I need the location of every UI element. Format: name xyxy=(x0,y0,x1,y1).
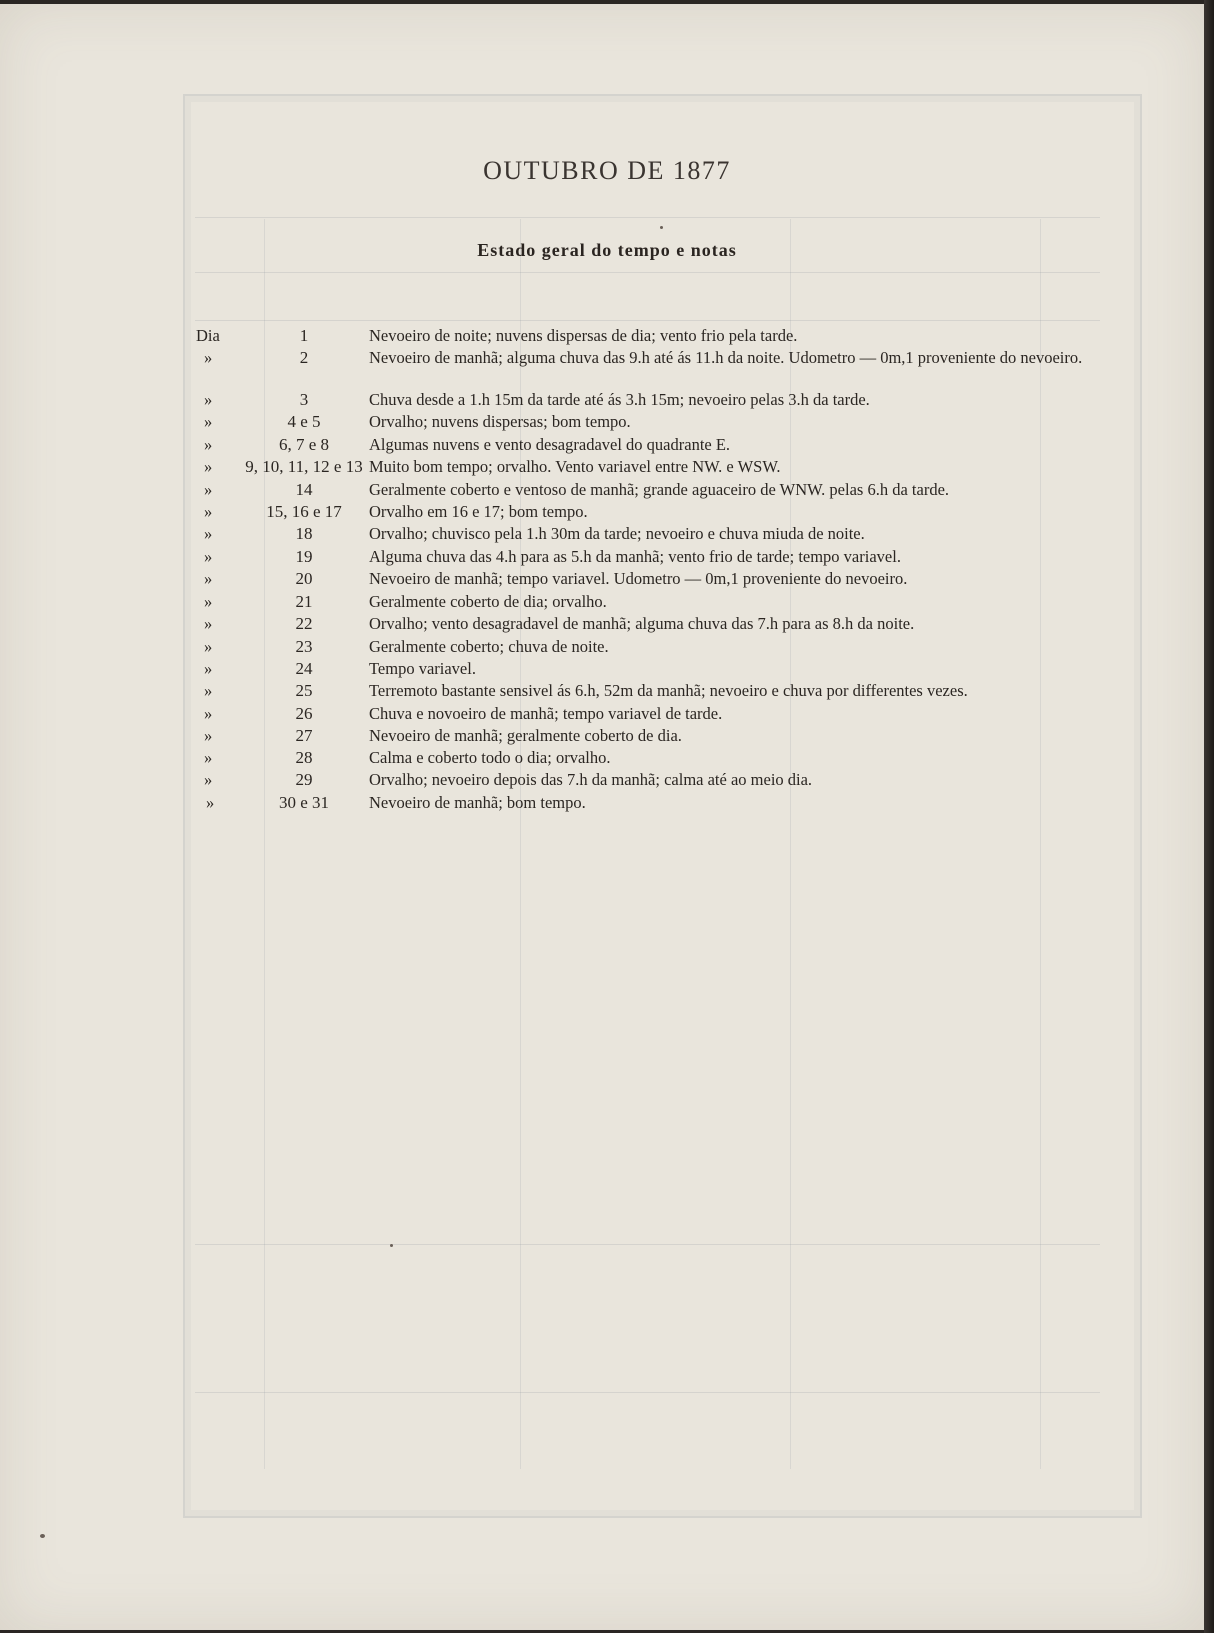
day-cell: 6, 7 e 8 xyxy=(278,435,330,454)
row-label: » xyxy=(204,659,213,678)
day-cell: 18 xyxy=(295,524,313,543)
note-cell: Calma e coberto todo o dia; orvalho. xyxy=(369,748,611,767)
note-cell: Orvalho em 16 e 17; bom tempo. xyxy=(369,502,588,521)
day-cell: 20 xyxy=(295,569,313,588)
table-row xyxy=(196,455,1126,478)
day-cell: 21 xyxy=(295,592,313,611)
day-cell: 26 xyxy=(295,704,313,723)
day-cell: 4 e 5 xyxy=(287,412,321,431)
table-row xyxy=(196,433,1126,456)
row-label: Dia xyxy=(196,326,220,345)
table-row xyxy=(196,388,1126,411)
note-cell: Nevoeiro de manhã; tempo variavel. Udometro — 0m,1 proveniente do nevoeiro. xyxy=(369,569,908,588)
row-label: » xyxy=(204,457,213,476)
note-cell: Algumas nuvens e vento desagradavel do quadrante E. xyxy=(369,435,731,454)
day-cell: 1 xyxy=(299,326,309,345)
row-label: » xyxy=(204,547,213,566)
row-label: » xyxy=(204,592,213,611)
note-cell: Chuva e novoeiro de manhã; tempo variavel de tarde. xyxy=(369,704,723,723)
day-cell: 29 xyxy=(295,770,313,789)
day-cell: 19 xyxy=(295,547,313,566)
table-row xyxy=(196,768,1126,791)
day-cell: 14 xyxy=(295,480,313,499)
ink-speck xyxy=(390,1244,393,1247)
bleed-through-rule xyxy=(195,1392,1100,1393)
day-cell: 15, 16 e 17 xyxy=(266,502,342,521)
note-cell: Terremoto bastante sensivel ás 6.h, 52m da manhã; nevoeiro e chuva por differentes vezes. xyxy=(369,681,968,700)
table-row xyxy=(196,410,1126,433)
note-cell: Orvalho; nevoeiro depois das 7.h da manhã; calma até ao meio dia. xyxy=(369,770,813,789)
table-row xyxy=(196,702,1126,725)
table-row xyxy=(196,545,1126,568)
row-label: » xyxy=(204,704,213,723)
table-row xyxy=(196,324,1126,347)
note-cell: Geralmente coberto de dia; orvalho. xyxy=(369,592,607,611)
bleed-through-rule xyxy=(195,272,1100,273)
row-label: » xyxy=(204,726,213,745)
day-cell: 2 xyxy=(299,348,309,367)
row-label: » xyxy=(204,637,213,656)
section-title: Estado geral do tempo e notas xyxy=(477,240,737,260)
table-row xyxy=(196,590,1126,613)
bleed-through-rule xyxy=(195,1244,1100,1245)
row-label: » xyxy=(206,793,215,812)
note-cell: Tempo variavel. xyxy=(369,659,476,678)
note-cell: Nevoeiro de manhã; geralmente coberto de dia. xyxy=(369,726,682,745)
row-label: » xyxy=(204,681,213,700)
row-label: » xyxy=(204,412,213,431)
note-cell: Nevoeiro de manhã; alguma chuva das 9.h até ás 11.h da noite. Udometro — 0m,1 proveniente do nevoeiro. xyxy=(369,348,1083,367)
table-row xyxy=(196,522,1126,545)
table-row xyxy=(196,567,1126,590)
table-row xyxy=(196,500,1126,523)
day-cell: 22 xyxy=(295,614,313,633)
day-cell: 23 xyxy=(295,637,313,656)
note-cell: Geralmente coberto e ventoso de manhã; grande aguaceiro de WNW. pelas 6.h da tarde. xyxy=(369,480,950,499)
note-cell: Orvalho; nuvens dispersas; bom tempo. xyxy=(369,412,631,431)
row-label: » xyxy=(204,435,213,454)
table-row xyxy=(196,679,1126,702)
ink-speck xyxy=(660,226,663,229)
row-label: » xyxy=(204,390,213,409)
table-row xyxy=(196,657,1126,680)
note-cell: Orvalho; vento desagradavel de manhã; alguma chuva das 7.h para as 8.h da noite. xyxy=(369,614,915,633)
row-label: » xyxy=(204,348,213,367)
row-label: » xyxy=(204,569,213,588)
day-cell: 28 xyxy=(295,748,313,767)
row-label: » xyxy=(204,524,213,543)
table-row xyxy=(196,635,1126,658)
row-label: » xyxy=(204,770,213,789)
day-cell: 9, 10, 11, 12 e 13 xyxy=(245,457,363,476)
day-cell: 25 xyxy=(295,681,313,700)
page-title: OUTUBRO DE 1877 xyxy=(483,156,731,185)
note-cell: Nevoeiro de manhã; bom tempo. xyxy=(369,793,586,812)
note-cell: Orvalho; chuvisco pela 1.h 30m da tarde; nevoeiro e chuva miuda de noite. xyxy=(369,524,865,543)
table-row xyxy=(196,791,1126,814)
day-cell: 30 e 31 xyxy=(278,793,330,812)
note-cell: Geralmente coberto; chuva de noite. xyxy=(369,637,609,656)
day-cell: 3 xyxy=(299,390,309,409)
note-cell: Alguma chuva das 4.h para as 5.h da manhã; vento frio de tarde; tempo variavel. xyxy=(369,547,901,566)
note-cell: Muito bom tempo; orvalho. Vento variavel entre NW. e WSW. xyxy=(369,457,781,476)
row-label: » xyxy=(204,748,213,767)
note-cell: Chuva desde a 1.h 15m da tarde até ás 3.h 15m; nevoeiro pelas 3.h da tarde. xyxy=(369,390,870,409)
note-cell: Nevoeiro de noite; nuvens dispersas de dia; vento frio pela tarde. xyxy=(369,326,798,345)
table-row xyxy=(196,746,1126,769)
table-row xyxy=(196,478,1126,501)
ink-speck xyxy=(40,1534,45,1538)
row-label: » xyxy=(204,614,213,633)
table-row xyxy=(196,346,1126,369)
table-row xyxy=(196,612,1126,635)
row-label: » xyxy=(204,480,213,499)
table-row xyxy=(196,724,1126,747)
row-label: » xyxy=(204,502,213,521)
day-cell: 24 xyxy=(295,659,313,678)
bleed-through-rule xyxy=(195,217,1100,218)
bleed-through-rule xyxy=(195,320,1100,321)
day-cell: 27 xyxy=(295,726,313,745)
